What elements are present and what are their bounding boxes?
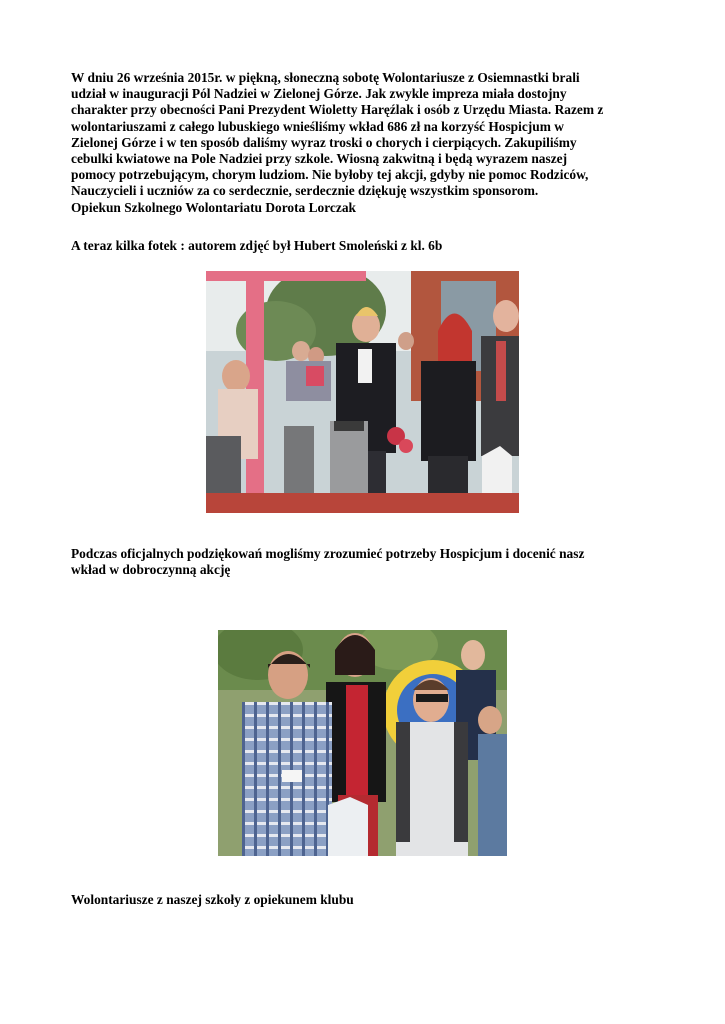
intro-line: Nauczycieli i uczniów za co serdecznie, serdecznie dziękuję wszystkim sponsorom. [71, 183, 539, 199]
photo-credit-text: A teraz kilka fotek : autorem zdjęć był Hubert Smoleński z kl. 6b [71, 238, 443, 253]
photo-caption-1 [71, 546, 661, 578]
caption-line: Podczas oficjalnych podziękowań mogliśmy zrozumieć potrzeby Hospicjum i docenić nasz [71, 546, 585, 561]
volunteers-photo [218, 630, 507, 856]
signature-line: Opiekun Szkolnego Wolontariatu Dorota Lorczak [71, 199, 356, 215]
intro-line: W dniu 26 września 2015r. w piękną, słoneczną sobotę Wolontariusze z Osiemnastki brali [71, 70, 580, 85]
intro-line: cebulki kwiatowe na Pole Nadziei przy szkole. Wiosną zakwitną i będą wyrazem naszej [71, 151, 568, 167]
photo-caption-2 [71, 892, 661, 908]
event-crowd-image [206, 271, 519, 513]
caption-line: Wolontariusze z naszej szkoły z opiekunem klubu [71, 892, 354, 907]
photo-credit-line [71, 238, 661, 254]
intro-paragraph [71, 70, 661, 216]
intro-line: udział w inauguracji Pól Nadziei w Zielonej Górze. Jak zwykle impreza miała dostojny [71, 86, 567, 102]
event-crowd-photo [206, 271, 519, 513]
intro-line: charakter przy obecności Pani Prezydent Wioletty Haręźlak i osób z Urzędu Miasta. Razem z [71, 102, 604, 118]
intro-line: pomocy potrzebującym, chorym ludziom. Nie byłoby tej akcji, gdyby nie pomoc Rodziców, [71, 167, 589, 183]
intro-line: Zielonej Górze i w ten sposób daliśmy wyraz troski o chorych i cierpiących. Zakupiliśmy [71, 134, 577, 150]
volunteers-image [218, 630, 507, 856]
caption-line: wkład w dobroczynną akcję [71, 562, 231, 578]
intro-line: wolontariuszami z całego lubuskiego wnieśliśmy wkład 686 zł na korzyść Hospicjum w [71, 118, 564, 134]
